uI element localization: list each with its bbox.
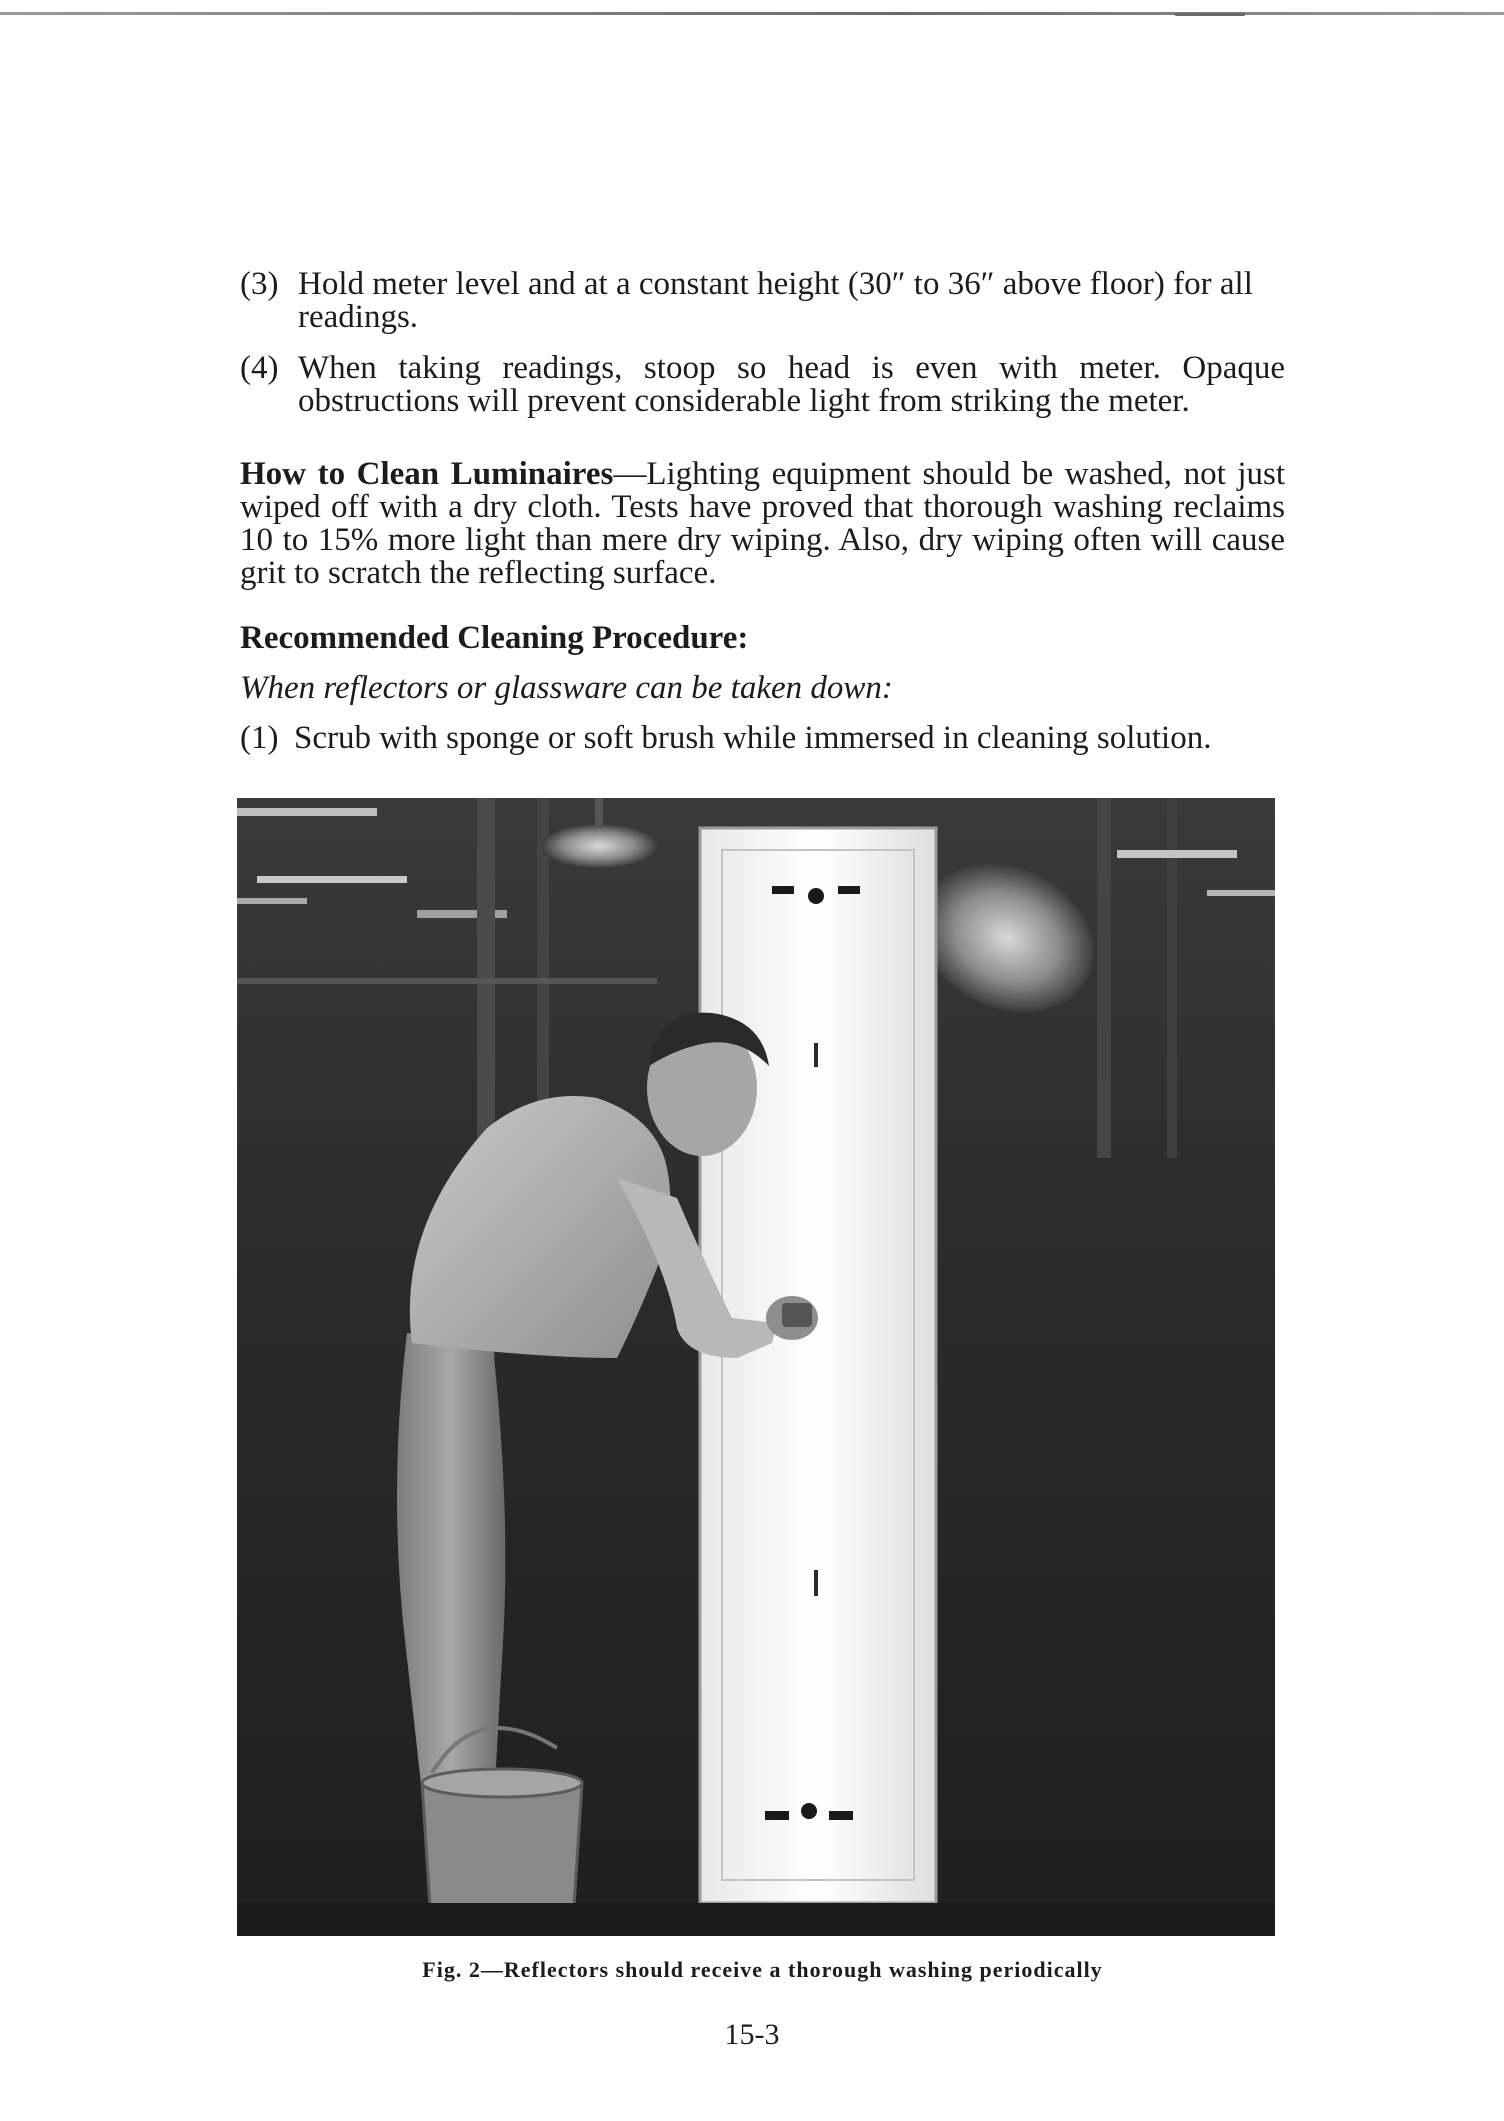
- clean-luminaires-paragraph: [240, 458, 1285, 590]
- list-item-text: Hold meter level and at a constant height (30″ to 36″ above floor) for all readings.: [298, 266, 1253, 335]
- list-item-text: When taking readings, stoop so head is even with meter. Opaque obstructions will prevent considerable light from striking the meter.: [298, 350, 1285, 419]
- structural-beam: [237, 978, 657, 984]
- panel-slot: [765, 1811, 789, 1820]
- panel-slot: [829, 1811, 853, 1820]
- scan-edge-line: [0, 12, 1504, 15]
- clean-luminaires-heading: How to Clean Luminaires: [240, 456, 614, 492]
- procedure-step-1: [240, 722, 1285, 755]
- hanging-lamp: [541, 824, 657, 868]
- figure-caption: Fig. 2—Reflectors should receive a thorough washing periodically: [422, 1957, 1103, 1982]
- procedure-heading: Recommended Cleaning Procedure:: [240, 620, 749, 656]
- sponge: [782, 1303, 812, 1327]
- ceiling-light: [1117, 850, 1237, 858]
- list-item-number: (4): [240, 350, 279, 386]
- list-item-4: [240, 352, 1285, 418]
- scan-edge-notch: [1175, 13, 1245, 30]
- panel-mark: [814, 1043, 818, 1067]
- list-item-number: (3): [240, 266, 279, 302]
- page-number: 15-3: [724, 2018, 780, 2051]
- ceiling-light: [237, 898, 307, 904]
- reflector-panel: [700, 828, 936, 1903]
- procedure-step-number: (1): [240, 720, 279, 756]
- structural-beam: [1097, 798, 1111, 1158]
- panel-hole: [808, 888, 824, 904]
- procedure-step-text: Scrub with sponge or soft brush while immersed in cleaning solution.: [294, 720, 1212, 756]
- ceiling-light: [257, 876, 407, 883]
- lamp-stem: [595, 798, 603, 828]
- panel-hole: [801, 1803, 817, 1819]
- bucket-rim: [422, 1769, 582, 1797]
- panel-mark: [814, 1570, 818, 1596]
- floor: [237, 1903, 1275, 1936]
- list-item-3: [240, 268, 1285, 334]
- ceiling-light: [1207, 890, 1275, 896]
- clean-luminaires-text: —Lighting equipment should be washed, not just wiped off with a dry cloth. Tests have proved that thorough washing reclaims 10 to 15% more light than mere dry wiping. Also, dry wiping often will cause grit to scratch the reflecting surface.: [240, 456, 1286, 591]
- figure-photo: [237, 798, 1275, 1936]
- ceiling-light: [237, 808, 377, 816]
- procedure-subheading: When reflectors or glassware can be taken down:: [240, 670, 893, 706]
- panel-slot: [772, 886, 794, 894]
- panel-slot: [838, 886, 860, 894]
